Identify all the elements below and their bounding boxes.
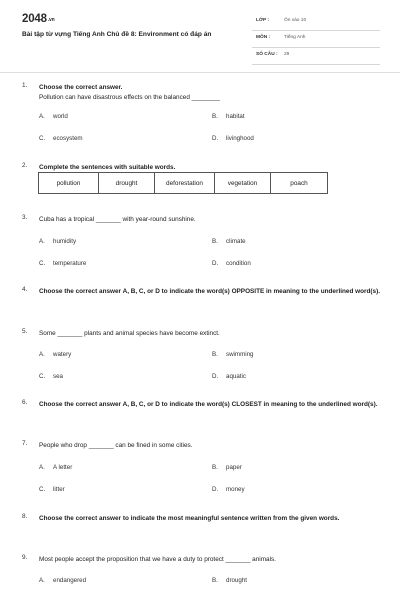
- option-c[interactable]: C. litter: [39, 486, 65, 493]
- question-number: 5.: [22, 328, 28, 335]
- page-header: [0, 0, 400, 66]
- question-number: 4.: [22, 286, 28, 293]
- meta-value: Tiếng Anh: [284, 35, 306, 40]
- question-number: 6.: [22, 399, 28, 406]
- option-a[interactable]: A. watery: [39, 351, 72, 358]
- meta-row-count: [252, 48, 380, 65]
- document-title: Bài tập từ vựng Tiếng Anh Chủ đề 8: Environment có đáp án: [22, 31, 212, 38]
- question-sentence: People who drop _______ can be fined in some cities.: [39, 442, 193, 449]
- question-sentence: Pollution can have disastrous effects on the balanced ________: [39, 94, 221, 101]
- question-instruction: Choose the correct answer A, B, C, or D to indicate the word(s) CLOSEST in meaning to the underlined word(s).: [39, 401, 378, 408]
- question-sentence: Most people accept the proposition that we have a duty to protect _______ animals.: [39, 556, 276, 563]
- question-instruction: Complete the sentences with suitable words.: [39, 164, 176, 171]
- question-number: 1.: [22, 82, 28, 89]
- meta-row-subject: [252, 31, 380, 48]
- word-bank-item: vegetation: [215, 173, 271, 193]
- option-c[interactable]: C. temperature: [39, 260, 87, 267]
- meta-key: SỐ CÂU :: [256, 52, 278, 57]
- site-logo[interactable]: [22, 13, 54, 25]
- question-sentence: Cuba has a tropical _______ with year-round sunshine.: [39, 216, 196, 223]
- option-b[interactable]: B. paper: [212, 464, 242, 471]
- word-bank-item: pollution: [39, 173, 99, 193]
- option-a[interactable]: A. endangered: [39, 577, 87, 584]
- question-instruction: Choose the correct answer to indicate the most meaningful sentence written from the given words.: [39, 515, 340, 522]
- meta-value: Ôn vào 10: [284, 18, 307, 23]
- question-number: 8.: [22, 513, 28, 520]
- question-number: 7.: [22, 440, 28, 447]
- question-number: 3.: [22, 214, 28, 221]
- option-d[interactable]: D. condition: [212, 260, 251, 267]
- question-number: 9.: [22, 554, 28, 561]
- question-instruction: Choose the correct answer A, B, C, or D to indicate the word(s) OPPOSITE in meaning to the underlined word(s).: [39, 288, 380, 295]
- option-c[interactable]: C. ecosystem: [39, 135, 83, 142]
- logo-text: 2048: [22, 13, 47, 25]
- meta-value: 29: [284, 52, 290, 57]
- option-b[interactable]: B. drought: [212, 577, 247, 584]
- question-sentence: Some _______ plants and animal species have become extinct.: [39, 330, 220, 337]
- word-bank: [38, 172, 328, 194]
- meta-row-grade: [252, 14, 380, 31]
- word-bank-item: poach: [290, 179, 308, 187]
- option-b[interactable]: B. climate: [212, 238, 246, 245]
- option-d[interactable]: D. livinghood: [212, 135, 254, 142]
- question-instruction: Choose the correct answer.: [39, 84, 123, 91]
- word-bank-item: drought: [99, 173, 155, 193]
- option-d[interactable]: D. money: [212, 486, 245, 493]
- header-divider: [0, 72, 400, 73]
- meta-key: LỚP :: [256, 18, 270, 23]
- logo-suffix: .vn: [47, 17, 55, 23]
- word-bank-item: deforestation: [155, 173, 215, 193]
- option-d[interactable]: D. aquatic: [212, 373, 246, 380]
- meta-table: [252, 14, 380, 65]
- option-c[interactable]: C. sea: [39, 373, 63, 380]
- option-a[interactable]: A. world: [39, 113, 68, 120]
- option-b[interactable]: B. habitat: [212, 113, 245, 120]
- option-b[interactable]: B. swimming: [212, 351, 254, 358]
- option-a[interactable]: A. humidity: [39, 238, 77, 245]
- meta-key: MÔN :: [256, 35, 271, 40]
- option-a[interactable]: A. A letter: [39, 464, 73, 471]
- question-number: 2.: [22, 162, 28, 169]
